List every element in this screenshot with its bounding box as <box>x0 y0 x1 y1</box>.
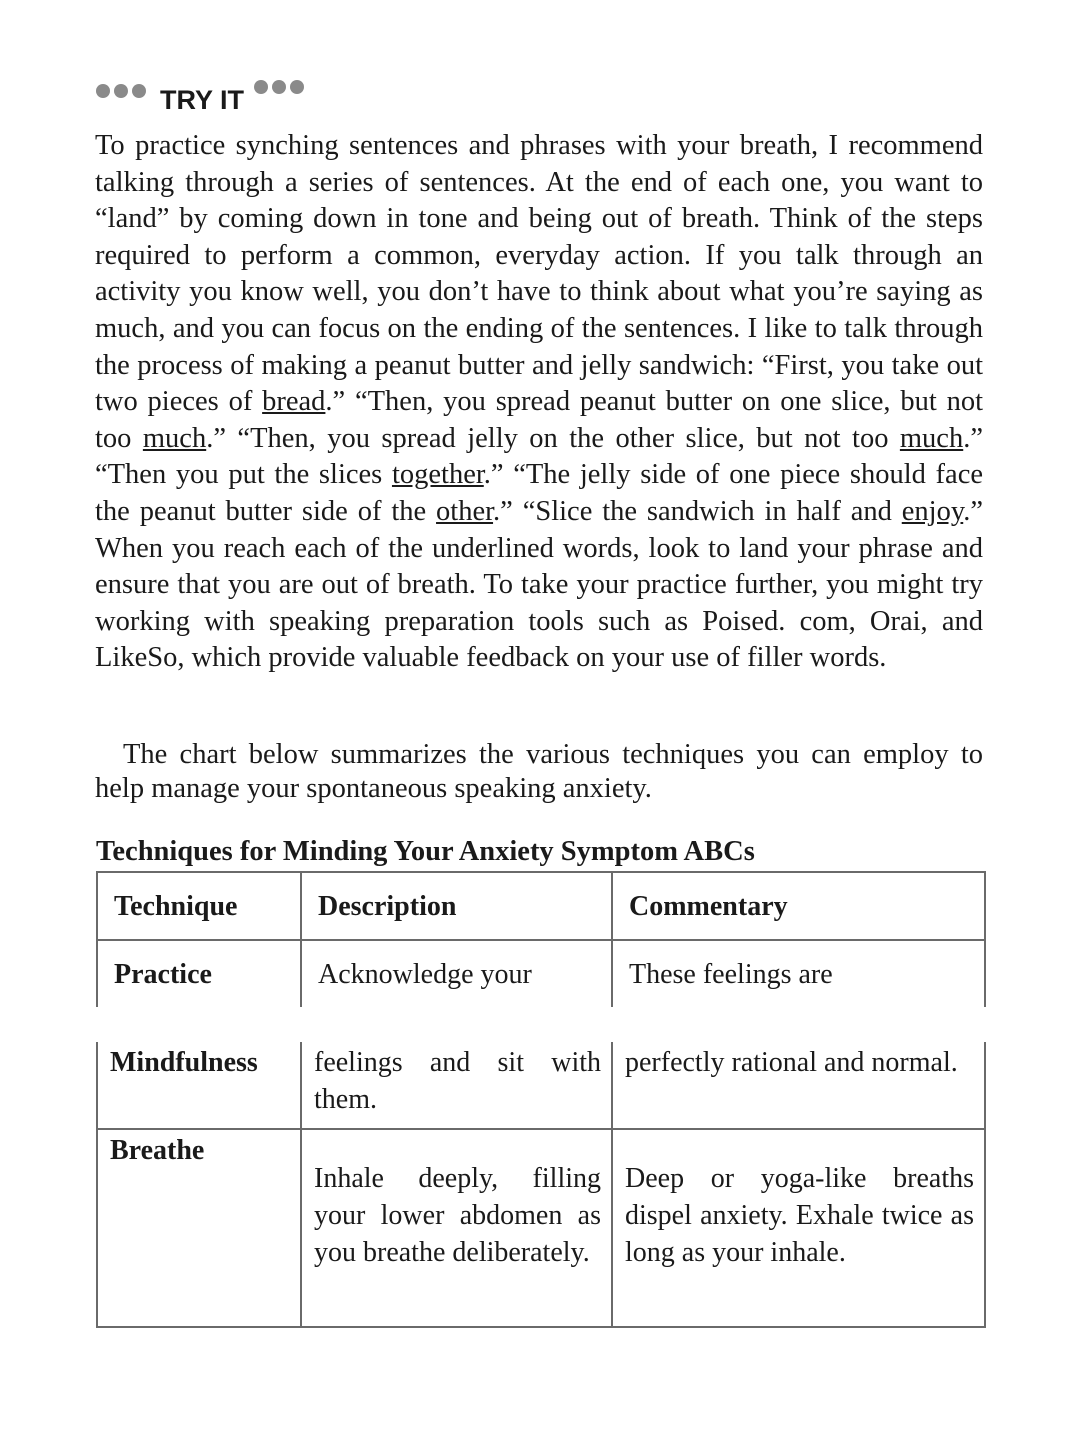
try-it-paragraph: To practice synching sentences and phrases with your breath, I recommend talking through a series of sentences. At the end of each one, you want to “land” by coming down in tone and being out of breath. Think of the steps required to perform a common, everyday action. If you talk through an activity you know well, you don’t have to think about what you’re saying as much, and you can focus on the ending of the sentences. I like to talk through the process of making a peanut butter and jelly sandwich: “First, you take out two pieces of bread.” “Then, you spread peanut butter on one slice, but not too much.” “Then, you spread jelly on the other slice, but not too much.” “Then you put the slices together.” “The jelly side of one piece should face the peanut butter side of the other.” “Slice the sandwich in half and enjoy.” When you reach each of the underlined words, look to land your phrase and ensure that you are out of breath. To take your practice further, you might try working with speaking preparation tools such as Poised. com, Orai, and LikeSo, which provide valuable feedback on your use of filler words. <box>95 130 983 674</box>
table-header-row <box>97 872 985 940</box>
description-cell: Inhale deeply, filling your lower abdomen as you breathe deliberately. <box>301 1129 612 1327</box>
section-heading: TRY IT <box>160 84 245 115</box>
underlined-word: other <box>436 495 494 527</box>
dots-icon <box>254 80 304 94</box>
underlined-word: much <box>142 422 207 454</box>
table-row <box>97 1042 985 1129</box>
underlined-word: enjoy <box>901 495 964 527</box>
header-technique: Technique <box>97 872 301 940</box>
try-it-heading <box>96 76 304 116</box>
techniques-table-part2 <box>96 1042 986 1328</box>
technique-cell: Breathe <box>97 1129 301 1327</box>
description-cell: feelings and sit with them. <box>301 1042 612 1129</box>
chart-intro-paragraph: The chart below summarizes the various techniques you can employ to help manage your spontaneous speaking anxiety. <box>95 739 983 804</box>
table-title: Techniques for Minding Your Anxiety Symptom ABCs <box>96 836 755 867</box>
header-commentary: Commentary <box>612 872 985 940</box>
header-description: Description <box>301 872 612 940</box>
underlined-word: bread <box>262 386 326 418</box>
commentary-cell: perfectly rational and normal. <box>612 1042 985 1129</box>
table-row <box>97 940 985 1007</box>
dots-icon <box>96 84 146 98</box>
commentary-cell: These feelings are <box>612 940 985 1007</box>
techniques-table-part1 <box>96 871 986 1007</box>
table-row <box>97 1129 985 1327</box>
description-cell: Acknowledge your <box>301 940 612 1007</box>
underlined-word: much <box>899 422 964 454</box>
commentary-cell: Deep or yoga-like breaths dispel anxiety. Exhale twice as long as your inhale. <box>612 1129 985 1327</box>
underlined-word: together <box>391 459 484 491</box>
technique-cell: Practice <box>97 940 301 1007</box>
technique-cell: Mindfulness <box>97 1042 301 1129</box>
